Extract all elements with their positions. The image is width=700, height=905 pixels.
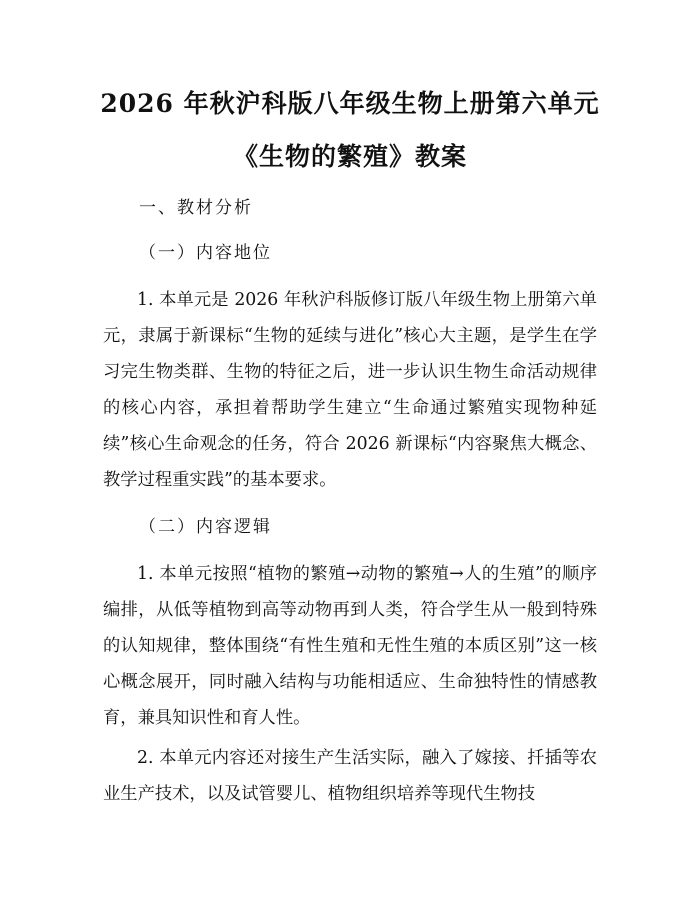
subsection-heading-content-position: （一）内容地位 <box>139 243 272 263</box>
paragraph-content-logic-2: 2. 本单元内容还对接生产生活实际，融入了嫁接、扦插等农业生产技术，以及试管婴儿、植物组织培养等现代生物技 <box>103 748 597 804</box>
subsection-heading-content-logic: （二）内容逻辑 <box>139 517 272 537</box>
document-title-line-1: 2026 年秋沪科版八年级生物上册第六单元 <box>100 89 600 118</box>
paragraph-content-position-1: 1. 本单元是 2026 年秋沪科版修订版八年级生物上册第六单元，隶属于新课标“生物的延续与进化”核心大主题，是学生在学习完生物类群、生物的特征之后，进一步认识生物生命活动规律的核心内容，承担着帮助学生建立“生命通过繁殖实现物种延续”核心生命观念的任务，符合 2026 新课标“内容聚焦大概念、教学过程重实践”的基本要求。 <box>103 290 597 490</box>
paragraph-content-logic-1: 1. 本单元按照“植物的繁殖→动物的繁殖→人的生殖”的顺序编排，从低等植物到高等动物再到人类，符合学生从一般到特殊的认知规律，整体围绕“有性生殖和无性生殖的本质区别”这一核心概念展开，同时融入结构与功能相适应、生命独特性的情感教育，兼具知识性和育人性。 <box>103 564 597 728</box>
document-title-line-2: 《生物的繁殖》教案 <box>232 142 467 171</box>
section-heading-textbook-analysis: 一、教材分析 <box>139 198 253 218</box>
